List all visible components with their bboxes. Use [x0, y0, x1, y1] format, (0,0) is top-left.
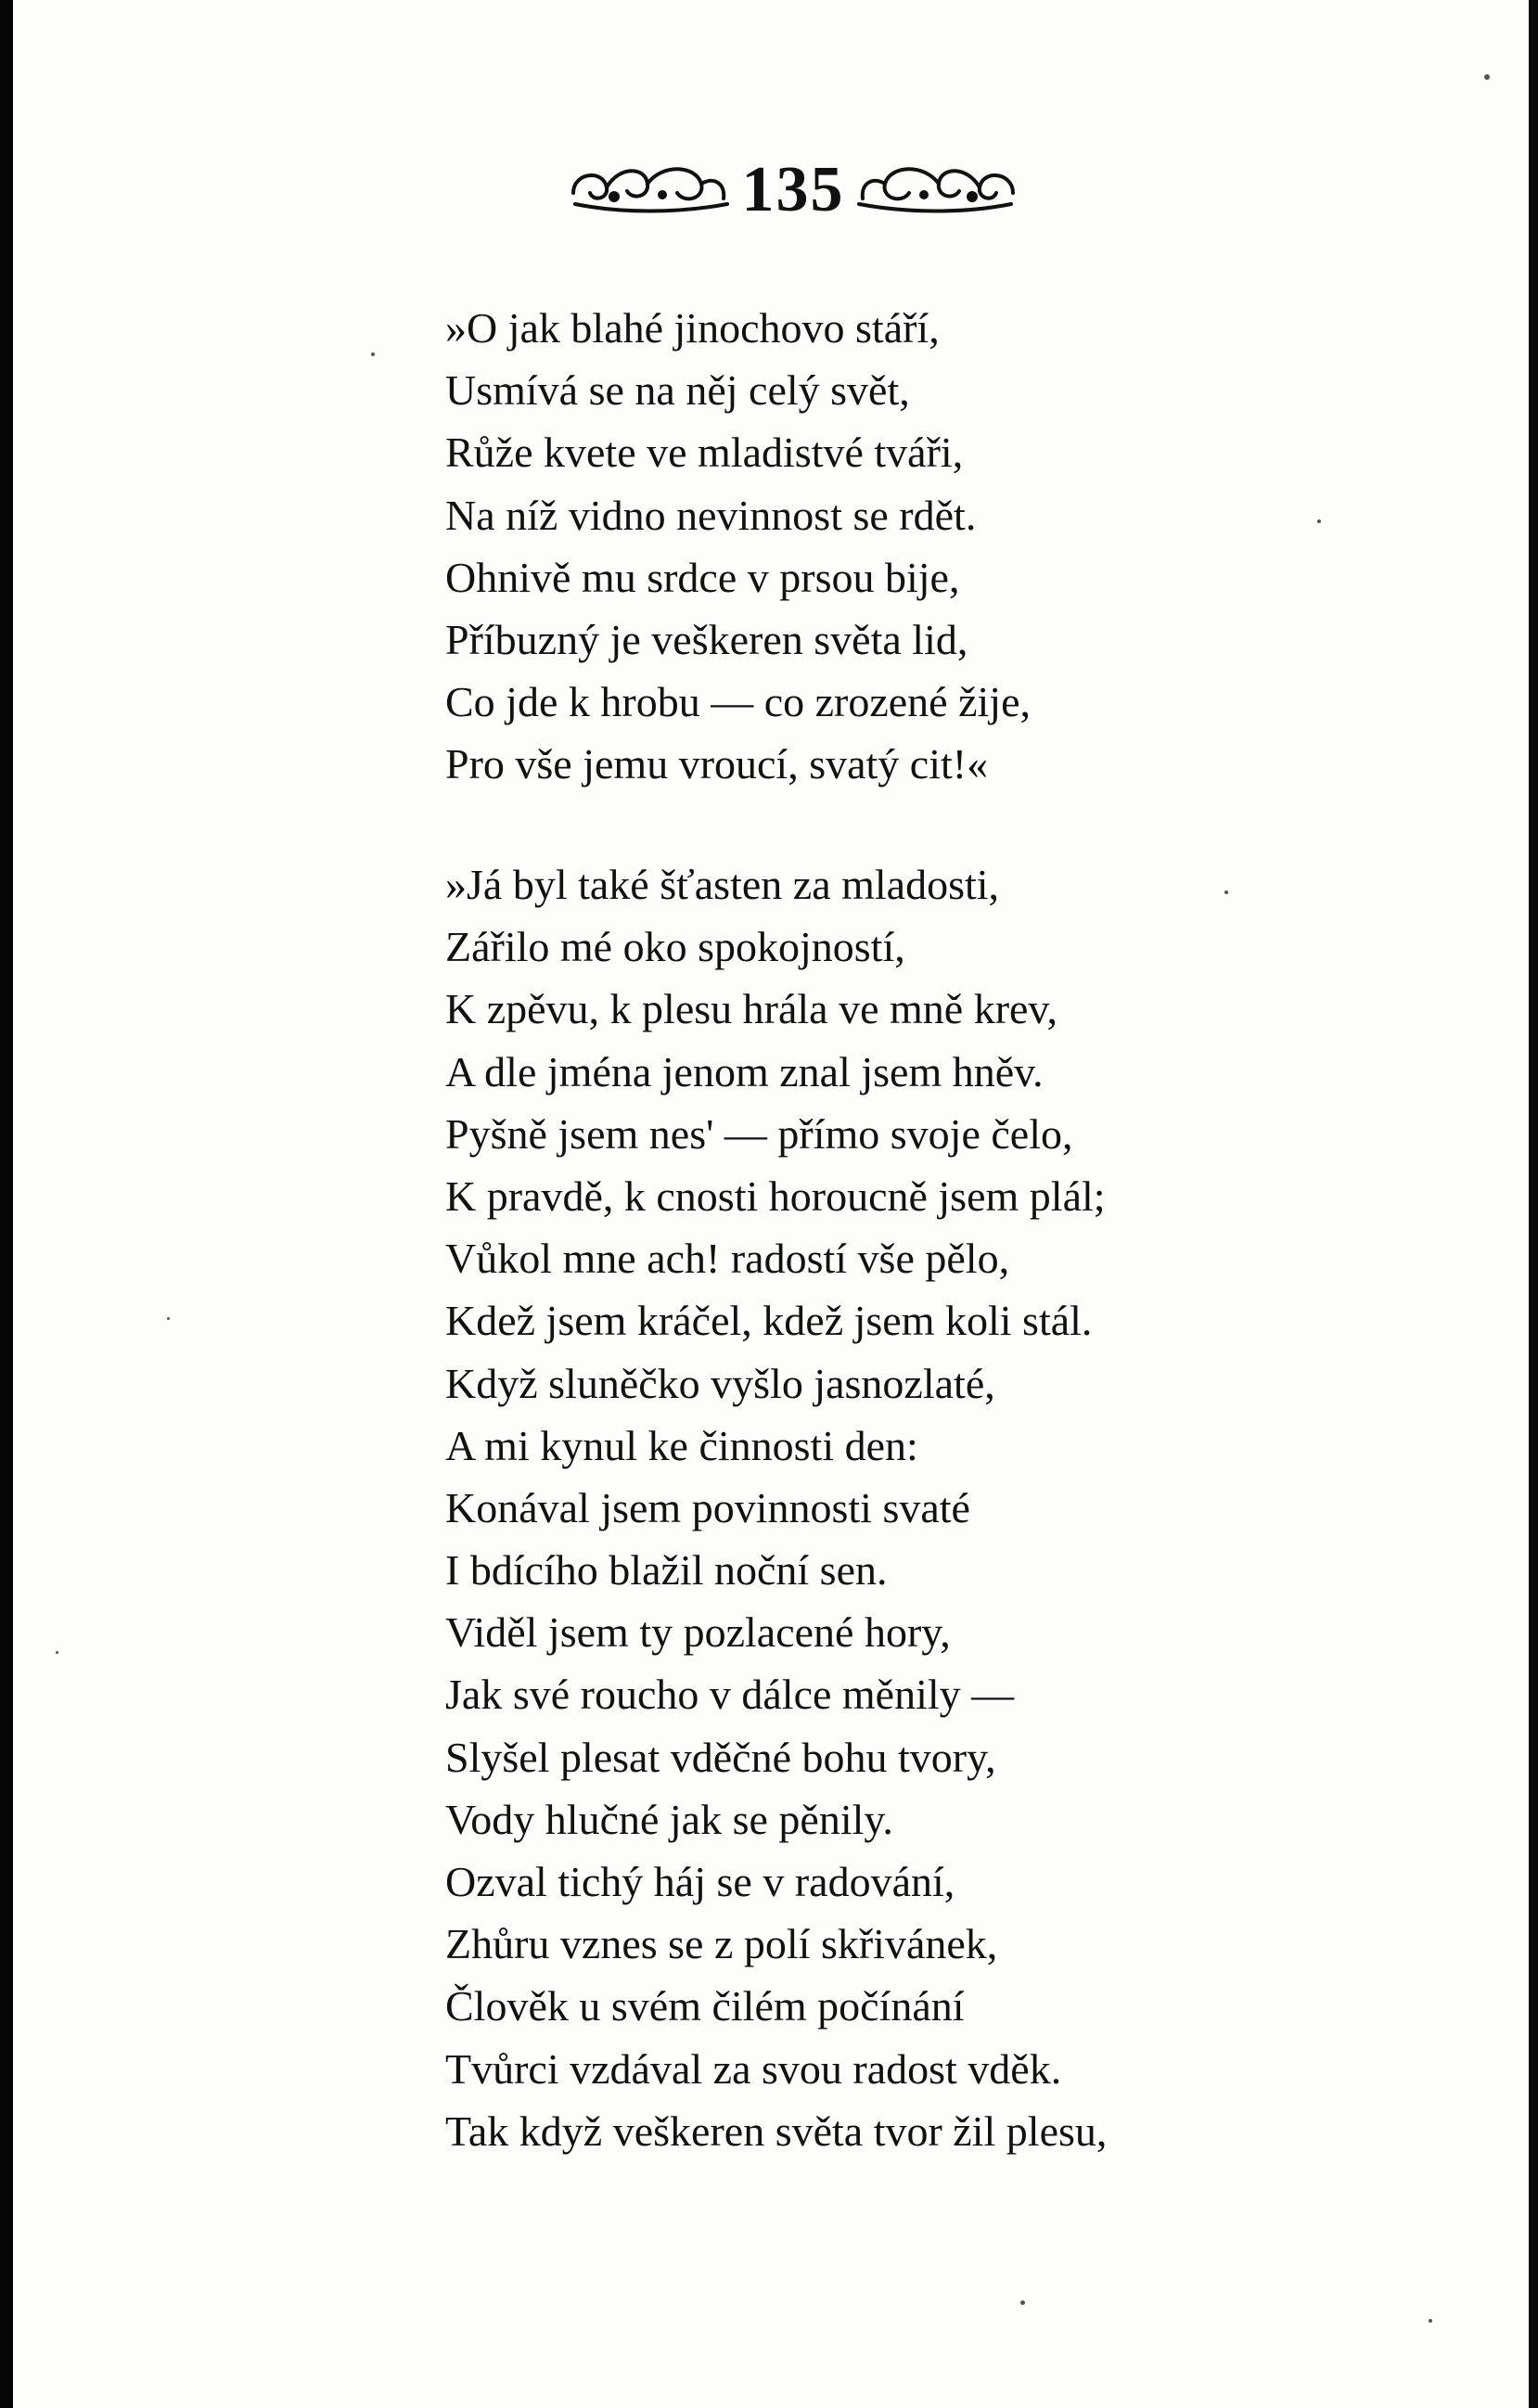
verse-line: A mi kynul ke činnosti den: — [445, 1421, 918, 1469]
page-edge-left — [0, 0, 13, 2408]
verse-line: Viděl jsem ty pozlacené hory, — [445, 1608, 951, 1657]
verse-line: Konával jsem povinnosti svaté — [445, 1483, 970, 1531]
verse-line: Příbuzný je veškeren světa lid, — [445, 615, 968, 663]
verse-line: Usmívá se na něj celý svět, — [445, 366, 910, 415]
verse-line: Když sluněčko vyšlo jasnozlaté, — [445, 1359, 995, 1407]
page-header — [0, 139, 1538, 241]
verse-line: Vody hlučné jak se pěnily. — [445, 1795, 893, 1843]
verse-line: Ohnivě mu srdce v prsou bije, — [445, 553, 960, 601]
paper-speck — [1429, 2319, 1432, 2323]
verse-line: Co jde k hrobu — co zrozené žije, — [445, 678, 1031, 726]
verse-line: Na níž vidno nevinnost se rdět. — [445, 491, 977, 539]
verse-line: K pravdě, k cnosti horoucně jsem plál; — [445, 1172, 1106, 1220]
verse-line: K zpěvu, k plesu hrála ve mně krev, — [445, 985, 1057, 1033]
verse-line: Tak když veškeren světa tvor žil plesu, — [445, 2107, 1108, 2155]
floral-ornament-right-icon — [853, 156, 1020, 221]
verse-line: Člověk u svém čilém počínání — [445, 1982, 965, 2030]
paper-speck — [1484, 74, 1490, 80]
poem-stanza — [445, 297, 1484, 796]
verse-line: Vůkol mne ach! radostí vše pělo, — [445, 1235, 1010, 1283]
verse-line: Slyšel plesat vděčné bohu tvory, — [445, 1733, 996, 1781]
verse-line: Kdež jsem kráčel, kdež jsem koli stál. — [445, 1297, 1093, 1345]
verse-line: Zhůru vznes se z polí skřivánek, — [445, 1920, 998, 1968]
paper-speck — [56, 1651, 58, 1654]
verse-line: Pyšně jsem nes' — přímo svoje čelo, — [445, 1109, 1073, 1158]
paper-speck — [167, 1317, 170, 1320]
verse-line: »O jak blahé jinochovo stáří, — [445, 304, 940, 352]
verse-line: A dle jména jenom znal jsem hněv. — [445, 1047, 1044, 1095]
verse-line: I bdícího blažil noční sen. — [445, 1546, 888, 1595]
verse-line: »Já byl také šťasten za mladosti, — [445, 861, 1000, 908]
verse-line: Pro vše jemu vroucí, svatý cit!« — [445, 740, 989, 788]
paper-speck — [1317, 519, 1321, 523]
floral-ornament-left-icon — [566, 156, 733, 221]
poem-stanza — [445, 853, 1484, 2162]
page-number: 135 — [741, 154, 845, 225]
verse-line: Zářilo mé oko spokojností, — [445, 923, 905, 971]
verse-line: Tvůrci vzdával za svou radost vděk. — [445, 2044, 1062, 2093]
page-edge-right — [1529, 0, 1538, 2408]
verse-line: Ozval tichý háj se v radování, — [445, 1858, 955, 1905]
paper-speck — [1020, 2300, 1025, 2305]
verse-line: Růže kvete ve mladistvé tváři, — [445, 429, 964, 477]
paper-speck — [1224, 890, 1228, 894]
verse-line: Jak své roucho v dálce měnily — — [445, 1671, 1015, 1719]
paper-speck — [371, 352, 375, 356]
